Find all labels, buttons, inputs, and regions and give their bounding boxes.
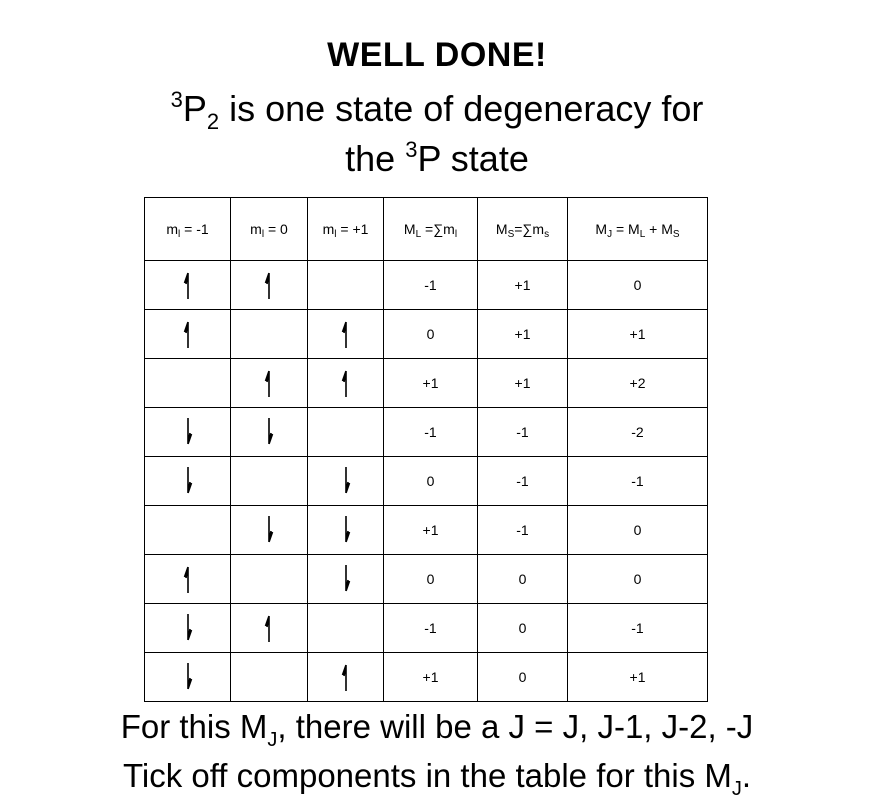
orbital-cell [308, 555, 384, 604]
orbital-cell [145, 359, 231, 408]
orbital-cell [308, 506, 384, 555]
table-row [145, 310, 708, 359]
value-MS: -1 [478, 506, 568, 555]
spin-down-arrow-icon [341, 564, 351, 594]
orbital-cell [145, 261, 231, 310]
value-ML: -1 [384, 408, 478, 457]
table-row [145, 555, 708, 604]
orbital-cell [308, 261, 384, 310]
value-MS: +1 [478, 310, 568, 359]
spin-up-arrow-icon [183, 319, 193, 349]
table-row [145, 359, 708, 408]
spin-down-arrow-icon [264, 417, 274, 447]
spin-down-arrow-icon [341, 515, 351, 545]
orbital-cell [231, 506, 308, 555]
value-ML: +1 [384, 506, 478, 555]
microstate-table [144, 197, 708, 702]
value-MS: +1 [478, 359, 568, 408]
value-MS: +1 [478, 261, 568, 310]
value-ML: -1 [384, 261, 478, 310]
spin-up-arrow-icon [264, 613, 274, 643]
orbital-cell [231, 604, 308, 653]
header-ml-plus1: $m_l = +1$ [308, 198, 384, 261]
spin-up-arrow-icon [183, 564, 193, 594]
value-ML: 0 [384, 555, 478, 604]
value-MJ: 0 [568, 261, 708, 310]
spin-up-arrow-icon [183, 270, 193, 300]
value-MS: 0 [478, 555, 568, 604]
value-MS: -1 [478, 408, 568, 457]
value-ML: -1 [384, 604, 478, 653]
orbital-cell [145, 604, 231, 653]
spin-down-arrow-icon [341, 466, 351, 496]
state-multiplicity: 3 [405, 137, 418, 162]
statement-line-2 [0, 138, 874, 180]
value-ML: +1 [384, 653, 478, 702]
value-ML: 0 [384, 457, 478, 506]
orbital-cell [308, 359, 384, 408]
value-MJ: -2 [568, 408, 708, 457]
orbital-cell [231, 653, 308, 702]
orbital-cell [145, 555, 231, 604]
page-title: WELL DONE! [327, 36, 547, 74]
table-row [145, 506, 708, 555]
orbital-cell [308, 408, 384, 457]
statement-prefix: the [345, 138, 406, 179]
footer-line-1: For this $M_J$, there will be a J = J, J-1, J-2, -J [120, 708, 754, 751]
orbital-cell [231, 555, 308, 604]
value-MJ: -1 [568, 604, 708, 653]
orbital-cell [231, 359, 308, 408]
value-MJ: 0 [568, 555, 708, 604]
spin-up-arrow-icon [341, 368, 351, 398]
value-MS: 0 [478, 604, 568, 653]
statement-text: is one state of degeneracy for [219, 88, 704, 129]
spin-down-arrow-icon [264, 515, 274, 545]
orbital-cell [145, 310, 231, 359]
value-ML: 0 [384, 310, 478, 359]
header-MS: $M_S=\sum m_s$ [478, 198, 568, 261]
value-MJ: +1 [568, 653, 708, 702]
value-MS: -1 [478, 457, 568, 506]
orbital-cell [308, 310, 384, 359]
statement-suffix: P state [417, 138, 529, 179]
orbital-cell [145, 408, 231, 457]
orbital-cell [145, 506, 231, 555]
table-header-row [145, 198, 708, 261]
value-MJ: 0 [568, 506, 708, 555]
orbital-cell [308, 653, 384, 702]
table-row [145, 457, 708, 506]
header-ML: $M_L =\sum m_l$ [384, 198, 478, 261]
orbital-cell [145, 457, 231, 506]
term-multiplicity: 3 [170, 87, 183, 112]
spin-down-arrow-icon [183, 662, 193, 692]
spin-up-arrow-icon [264, 368, 274, 398]
orbital-cell [231, 261, 308, 310]
header-ml-minus1: $m_l = -1$ [145, 198, 231, 261]
spin-up-arrow-icon [341, 319, 351, 349]
value-MJ: +2 [568, 359, 708, 408]
header-ml-0: $m_l = 0$ [231, 198, 308, 261]
value-MJ: -1 [568, 457, 708, 506]
spin-down-arrow-icon [183, 466, 193, 496]
orbital-cell [308, 604, 384, 653]
spin-down-arrow-icon [183, 417, 193, 447]
orbital-cell [231, 310, 308, 359]
table-row [145, 261, 708, 310]
header-MJ: $M_J = M_L + M_S$ [568, 198, 708, 261]
orbital-cell [231, 408, 308, 457]
orbital-cell [145, 653, 231, 702]
table-row [145, 408, 708, 457]
footer-line-2: Tick off components in the table for this $M_J$. [122, 757, 752, 800]
spin-down-arrow-icon [183, 613, 193, 643]
term-j: 2 [206, 109, 220, 134]
value-MS: 0 [478, 653, 568, 702]
statement-line-1 [0, 87, 874, 134]
orbital-cell [231, 457, 308, 506]
spin-up-arrow-icon [341, 662, 351, 692]
spin-up-arrow-icon [264, 270, 274, 300]
value-ML: +1 [384, 359, 478, 408]
orbital-cell [308, 457, 384, 506]
table-row [145, 604, 708, 653]
value-MJ: +1 [568, 310, 708, 359]
table-row [145, 653, 708, 702]
term-letter: P [182, 88, 207, 129]
